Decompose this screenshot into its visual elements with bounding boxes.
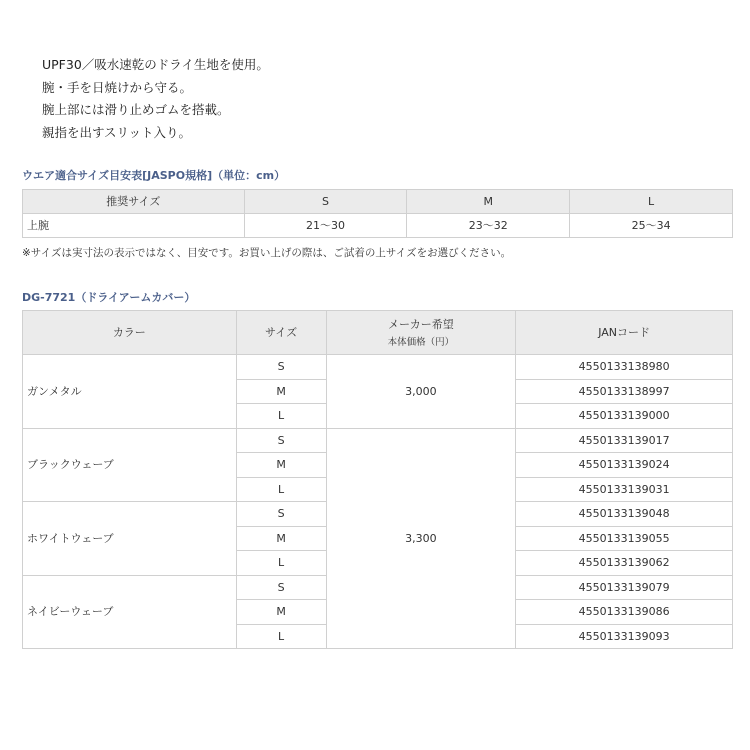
header-color: カラー bbox=[23, 311, 237, 355]
size-cell: S bbox=[236, 575, 326, 600]
price-cell: 3,300 bbox=[326, 428, 516, 649]
size-cell: M bbox=[236, 526, 326, 551]
size-value-m: 23〜32 bbox=[407, 214, 570, 238]
size-header-m: M bbox=[407, 190, 570, 214]
table-row bbox=[23, 428, 733, 453]
feature-item: 腕・手を日焼けから守る。 bbox=[42, 79, 193, 95]
jan-cell: 4550133139093 bbox=[516, 624, 733, 649]
size-cell: M bbox=[236, 600, 326, 625]
jan-cell: 4550133139000 bbox=[516, 404, 733, 429]
jan-cell: 4550133139055 bbox=[516, 526, 733, 551]
size-cell: S bbox=[236, 502, 326, 527]
size-table bbox=[22, 189, 733, 238]
size-table-title: ウエア適合サイズ目安表[JASPO規格]（単位：cm） bbox=[22, 169, 286, 182]
size-cell: L bbox=[236, 624, 326, 649]
jan-cell: 4550133139017 bbox=[516, 428, 733, 453]
color-cell: ネイビーウェーブ bbox=[23, 575, 237, 649]
feature-item: 親指を出すスリット入り。 bbox=[42, 124, 192, 140]
size-cell: L bbox=[236, 551, 326, 576]
size-note: ※サイズは実寸法の表示ではなく、目安です。お買い上げの際は、ご試着の上サイズをお選びください。 bbox=[22, 247, 512, 259]
feature-item: 腕上部には滑り止めゴムを搭載。 bbox=[42, 102, 230, 117]
size-cell: L bbox=[236, 404, 326, 429]
jan-cell: 4550133138980 bbox=[516, 355, 733, 380]
product-table-title: DG-7721（ドライアームカバー） bbox=[22, 291, 196, 304]
product-table-header-row bbox=[23, 311, 733, 355]
header-price-line2: 本体価格（円） bbox=[387, 336, 455, 348]
color-cell: ブラックウェーブ bbox=[23, 428, 237, 502]
jan-cell: 4550133139048 bbox=[516, 502, 733, 527]
jan-cell: 4550133139024 bbox=[516, 453, 733, 478]
size-cell: S bbox=[236, 355, 326, 380]
size-cell: M bbox=[236, 453, 326, 478]
jan-cell: 4550133139062 bbox=[516, 551, 733, 576]
size-header-l: L bbox=[570, 190, 733, 214]
size-cell: S bbox=[236, 428, 326, 453]
header-price bbox=[326, 311, 516, 355]
header-jan: JANコード bbox=[516, 311, 733, 355]
table-row bbox=[23, 355, 733, 380]
feature-item: UPF30／吸水速乾のドライ生地を使用。 bbox=[42, 57, 269, 72]
size-header-s: S bbox=[244, 190, 407, 214]
color-cell: ガンメタル bbox=[23, 355, 237, 429]
price-cell: 3,000 bbox=[326, 355, 516, 429]
size-header-label: 推奨サイズ bbox=[23, 190, 245, 214]
size-table-row bbox=[23, 214, 733, 238]
size-cell: M bbox=[236, 379, 326, 404]
header-size: サイズ bbox=[236, 311, 326, 355]
size-value-s: 21〜30 bbox=[244, 214, 407, 238]
jan-cell: 4550133138997 bbox=[516, 379, 733, 404]
header-price-line1: メーカー希望 bbox=[387, 317, 454, 331]
size-row-label: 上腕 bbox=[23, 214, 245, 238]
product-table bbox=[22, 310, 733, 649]
size-cell: L bbox=[236, 477, 326, 502]
size-table-header-row bbox=[23, 190, 733, 214]
feature-list bbox=[42, 54, 269, 144]
size-value-l: 25〜34 bbox=[570, 214, 733, 238]
jan-cell: 4550133139086 bbox=[516, 600, 733, 625]
jan-cell: 4550133139031 bbox=[516, 477, 733, 502]
color-cell: ホワイトウェーブ bbox=[23, 502, 237, 576]
jan-cell: 4550133139079 bbox=[516, 575, 733, 600]
